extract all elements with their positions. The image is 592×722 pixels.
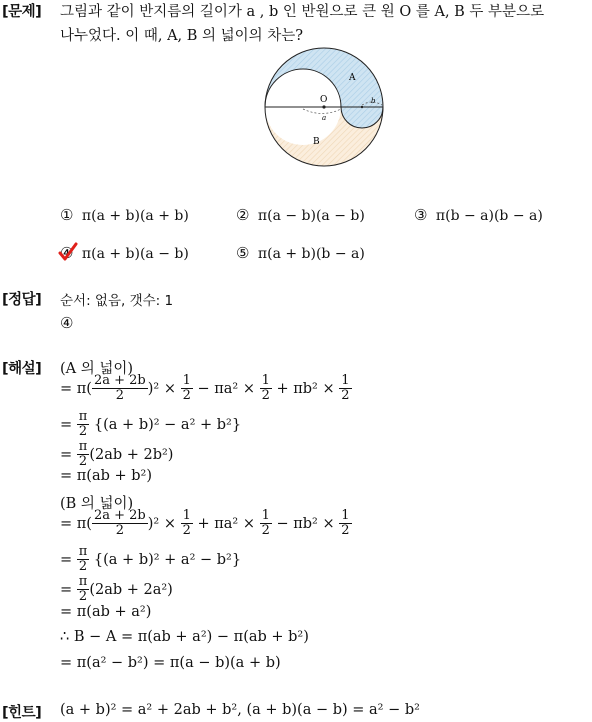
expr: (2ab + 2a²): [89, 581, 173, 598]
fraction: $\frac{\pi}{2}$: [78, 574, 88, 605]
choice-4[interactable]: [60, 244, 189, 262]
explanation-a-line-2: [60, 410, 241, 440]
fraction: $\frac{1}{2}$: [341, 508, 350, 539]
choice-2-text: π(a − b)(a − b): [257, 208, 365, 224]
explanation-b-line-2: [60, 545, 241, 575]
choice-3-text: π(b − a)(b − a): [435, 208, 543, 224]
choice-4-number: ④: [60, 244, 74, 262]
explanation-b-line-4: = π(ab + a²): [60, 604, 152, 620]
figure-label-b-region: B: [313, 137, 320, 147]
problem-line-2: 나누었다. 이 때, A, B 의 넓이의 차는?: [60, 28, 304, 44]
fraction: $\frac{\pi}{2}$: [78, 544, 88, 575]
figure-label-a-region: A: [349, 73, 356, 83]
problem-label: [문제]: [2, 4, 42, 20]
choice-5[interactable]: [236, 244, 365, 262]
expr: {(a + b)² − a² + b²}: [89, 416, 242, 433]
expr: − πb² ×: [271, 515, 340, 532]
choice-2-number: ②: [236, 206, 250, 224]
expr: = π(: [60, 380, 92, 397]
explanation-conclusion-1: ∴ B − A = π(ab + a²) − π(ab + b²): [60, 629, 309, 645]
figure-label-b-radius: b: [371, 97, 376, 105]
explanation-a-line-1: [60, 374, 352, 404]
choice-3[interactable]: [414, 206, 543, 224]
explanation-b-heading: (B 의 넓이): [60, 496, 134, 512]
figure-label-o: O: [320, 95, 328, 105]
expr: + πb² ×: [271, 380, 340, 397]
fraction: $\frac{1}{2}$: [261, 373, 270, 404]
expr: =: [60, 581, 77, 598]
explanation-a-line-4: = π(ab + b²): [60, 468, 152, 484]
hint-text: (a + b)² = a² + 2ab + b², (a + b)(a − b) = a² − b²: [60, 702, 420, 718]
check-mark-icon: [58, 242, 78, 262]
choice-1[interactable]: [60, 206, 189, 224]
fraction: $\frac{1}{2}$: [182, 373, 191, 404]
choice-5-text: π(a + b)(b − a): [257, 246, 365, 262]
expr: {(a + b)² + a² − b²}: [89, 551, 242, 568]
explanation-a-line-3: [60, 440, 173, 470]
fraction: $\frac{2a + 2b}{2}$: [93, 508, 146, 539]
explanation-b-line-3: [60, 575, 173, 605]
choice-1-number: ①: [60, 206, 74, 224]
fraction: $\frac{\pi}{2}$: [78, 439, 88, 470]
fraction: $\frac{1}{2}$: [182, 508, 191, 539]
choice-3-number: ③: [414, 206, 428, 224]
fraction: $\frac{1}{2}$: [261, 508, 270, 539]
expr: = π(: [60, 515, 92, 532]
expr: =: [60, 416, 77, 433]
expr: )² ×: [147, 380, 181, 397]
expr: =: [60, 446, 77, 463]
answer-label: [정답]: [2, 292, 42, 308]
expr: − πa² ×: [192, 380, 260, 397]
fraction: $\frac{1}{2}$: [341, 373, 350, 404]
fraction: $\frac{2a + 2b}{2}$: [93, 373, 146, 404]
answer-meta: 순서: 없음, 갯수: 1: [60, 293, 174, 309]
choice-2[interactable]: [236, 206, 365, 224]
expr: =: [60, 551, 77, 568]
choice-1-text: π(a + b)(a + b): [81, 208, 189, 224]
expr: )² ×: [147, 515, 181, 532]
explanation-conclusion-2: = π(a² − b²) = π(a − b)(a + b): [60, 655, 281, 671]
problem-line-1: 그림과 같이 반지름의 길이가 a , b 인 반원으로 큰 원 O 를 A, B 두 부분으로: [60, 4, 545, 20]
choice-4-text: π(a + b)(a − b): [81, 246, 189, 262]
circle-figure: [262, 44, 392, 174]
expr: + πa² ×: [192, 515, 260, 532]
fraction: $\frac{\pi}{2}$: [78, 409, 88, 440]
hint-label: [힌트]: [2, 705, 42, 721]
figure-label-a-radius: a: [322, 114, 327, 122]
explanation-label: [해설]: [2, 361, 42, 377]
answer-value: ④: [60, 314, 74, 332]
choice-5-number: ⑤: [236, 244, 250, 262]
explanation-b-line-1: [60, 509, 352, 539]
explanation-a-heading: (A 의 넓이): [60, 361, 134, 377]
expr: (2ab + 2b²): [89, 446, 174, 463]
